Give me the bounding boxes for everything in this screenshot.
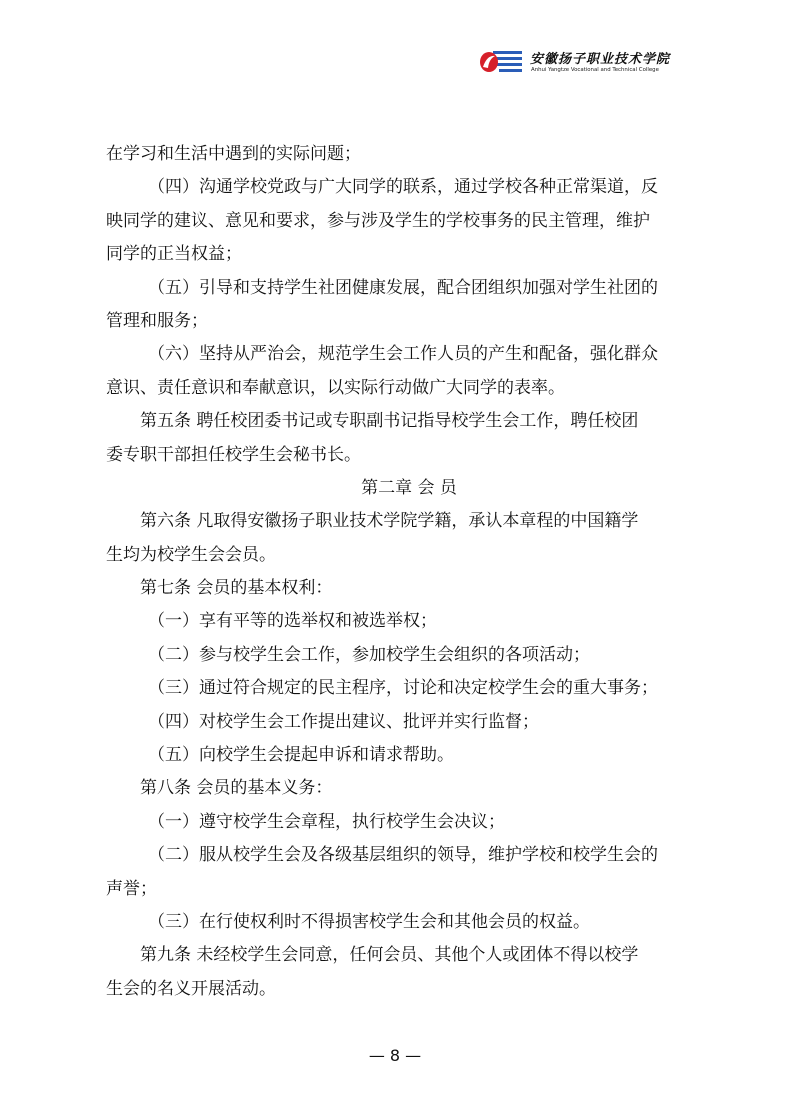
article-line: 第八条 会员的基本义务：	[140, 778, 333, 799]
college-emblem-icon	[478, 48, 524, 78]
page-number: — 8 —	[368, 1046, 422, 1065]
paragraph-line: 管理和服务；	[106, 310, 208, 331]
paragraph-line: （六）坚持从严治会，规范学生会工作人员的产生和配备，强化群众	[148, 344, 658, 365]
paragraph-line: 在学习和生活中遇到的实际问题；	[106, 144, 361, 164]
paragraph-line: 声誉；	[106, 878, 157, 899]
paragraph-line: 委专职干部担任校学生会秘书长。	[106, 444, 361, 465]
list-item: （三）在行使权利时不得损害校学生会和其他会员的权益。	[148, 911, 590, 932]
paragraph-line: 映同学的建议、意见和要求，参与涉及学生的学校事务的民主管理，维护	[106, 210, 650, 231]
list-item: （五）向校学生会提起申诉和请求帮助。	[148, 745, 454, 766]
article-line: 第五条 聘任校团委书记或专职副书记指导校学生会工作，聘任校团	[140, 411, 639, 432]
list-item: （二）服从校学生会及各级基层组织的领导，维护学校和校学生会的	[148, 845, 658, 866]
paragraph-line: 同学的正当权益；	[106, 244, 242, 265]
chapter-heading: 第二章 会 员	[361, 477, 457, 498]
college-name: 安徽扬子职业技术学院	[530, 52, 671, 67]
paragraph-line: （四）沟通学校党政与广大同学的联系，通过学校各种正常渠道，反	[148, 177, 658, 198]
paragraph-line: 生会的名义开展活动。	[106, 978, 276, 999]
article-line: 第九条 未经校学生会同意，任何会员、其他个人或团体不得以校学	[140, 945, 639, 966]
list-item: （一）享有平等的选举权和被选举权；	[148, 611, 437, 632]
college-logo	[478, 46, 678, 82]
paragraph-line: 意识、责任意识和奉献意识，以实际行动做广大同学的表率。	[106, 377, 565, 398]
document-body	[106, 138, 702, 1006]
article-line: 第六条 凡取得安徽扬子职业技术学院学籍，承认本章程的中国籍学	[140, 511, 639, 532]
paragraph-line: 生均为校学生会会员。	[106, 544, 276, 565]
article-line: 第七条 会员的基本权利：	[140, 578, 333, 599]
list-item: （二）参与校学生会工作，参加校学生会组织的各项活动；	[148, 644, 590, 665]
college-name-english: Anhui Yangtze Vocational and Technical College	[531, 67, 659, 73]
list-item: （一）遵守校学生会章程，执行校学生会决议；	[148, 811, 505, 832]
list-item: （四）对校学生会工作提出建议、批评并实行监督；	[148, 711, 539, 732]
paragraph-line: （五）引导和支持学生社团健康发展，配合团组织加强对学生社团的	[148, 277, 658, 298]
list-item: （三）通过符合规定的民主程序，讨论和决定校学生会的重大事务；	[148, 678, 658, 699]
